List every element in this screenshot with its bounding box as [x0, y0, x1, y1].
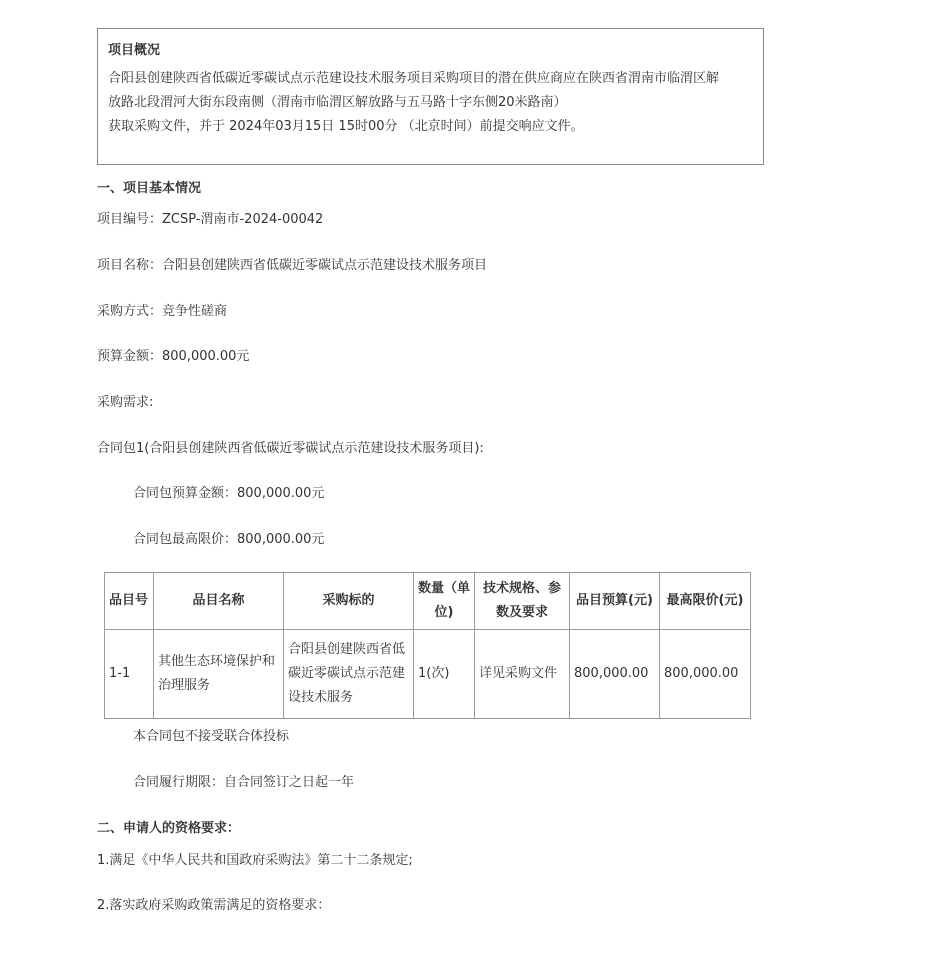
no-consortium-note: 本合同包不接受联合体投标: [133, 729, 290, 744]
overview-title: 项目概况: [108, 43, 161, 58]
header-item-budget: 品目预算(元): [570, 573, 660, 630]
qualification-item-2: 2.落实政府采购政策需满足的资格要求：: [97, 898, 331, 913]
header-item-name: 品目名称: [154, 573, 284, 630]
cell-tech-specs: 详见采购文件: [475, 630, 570, 719]
table-header-row: [105, 573, 751, 630]
procurement-items-table: [104, 572, 751, 719]
procurement-method: 采购方式：竞争性磋商: [97, 304, 228, 319]
cell-max-price: 800,000.00: [660, 630, 751, 719]
package-budget: 合同包预算金额：800,000.00元: [133, 486, 325, 501]
cell-item-no: 1-1: [105, 630, 154, 719]
table-row: [105, 630, 751, 719]
section-qualification-heading: 二、申请人的资格要求：: [97, 821, 241, 836]
project-name: 项目名称：合阳县创建陕西省低碳近零碳试点示范建设技术服务项目: [97, 258, 488, 273]
cell-procurement-subject: 合阳县创建陕西省低碳近零碳试点示范建设技术服务: [284, 630, 414, 719]
project-number: 项目编号：ZCSP-渭南市-2024-00042: [97, 212, 324, 227]
package-max-price: 合同包最高限价：800,000.00元: [133, 532, 325, 547]
cell-quantity: 1(次): [414, 630, 475, 719]
section-basic-info-heading: 一、项目基本情况: [97, 181, 202, 196]
qualification-item-1: 1.满足《中华人民共和国政府采购法》第二十二条规定;: [97, 853, 413, 868]
header-item-no: 品目号: [105, 573, 154, 630]
cell-item-budget: 800,000.00: [570, 630, 660, 719]
overview-deadline-line: 获取采购文件，并于 2024年03月15日 15时00分 （北京时间）前提交响应文件。: [108, 119, 584, 134]
procurement-requirement-label: 采购需求:: [97, 395, 154, 410]
header-max-price: 最高限价(元): [660, 573, 751, 630]
budget-amount: 预算金额：800,000.00元: [97, 349, 250, 364]
overview-line-1: 合阳县创建陕西省低碳近零碳试点示范建设技术服务项目采购项目的潜在供应商应在陕西省渭南市临渭区解: [108, 71, 720, 86]
header-tech-specs: 技术规格、参数及要求: [475, 573, 570, 630]
header-quantity: 数量（单位): [414, 573, 475, 630]
contract-period: 合同履行期限：自合同签订之日起一年: [133, 775, 355, 790]
overview-line-2: 放路北段渭河大街东段南侧（渭南市临渭区解放路与五马路十字东侧20米路南）: [108, 95, 567, 110]
header-procurement-subject: 采购标的: [284, 573, 414, 630]
cell-item-name: 其他生态环境保护和治理服务: [154, 630, 284, 719]
project-overview-box: [97, 28, 764, 165]
contract-package-title: 合同包1(合阳县创建陕西省低碳近零碳试点示范建设技术服务项目):: [97, 441, 484, 456]
